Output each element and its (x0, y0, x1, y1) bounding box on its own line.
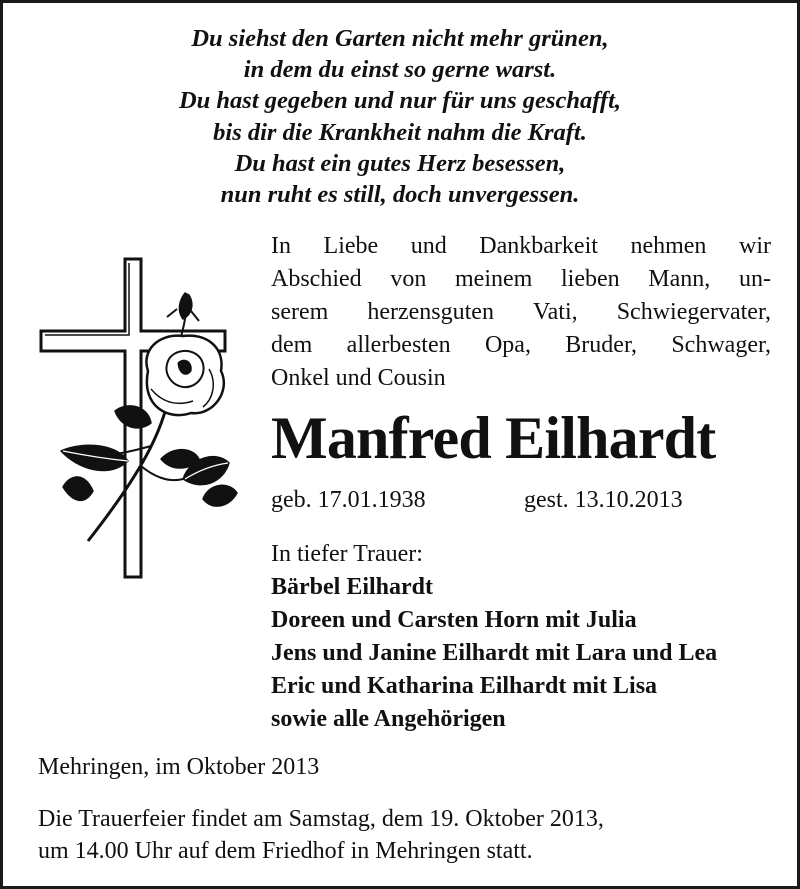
cross-with-rose-icon (33, 251, 273, 586)
intro-word: lieben (560, 266, 620, 292)
intro-word: Vati, (532, 299, 578, 325)
mourners-list (271, 538, 717, 736)
intro-word: wir (738, 233, 771, 259)
intro-word: serem (271, 299, 329, 325)
intro-word: un- (738, 266, 771, 292)
intro-word: Cousin (377, 365, 446, 391)
poem-verse (3, 23, 797, 210)
intro-word: Schwager, (671, 332, 771, 358)
intro-word: und (410, 233, 447, 259)
poem-line: Du hast ein gutes Herz besessen, (234, 149, 566, 177)
intro-word: Schwiegervater, (616, 299, 771, 325)
service-line: um 14.00 Uhr auf dem Friedhof in Mehringen statt. (38, 838, 533, 864)
intro-line (271, 329, 771, 362)
mourners-heading: In tiefer Trauer: (271, 541, 423, 567)
birth-date: geb. 17.01.1938 (271, 487, 426, 513)
intro-word: dem (271, 332, 313, 358)
intro-word: In (271, 233, 291, 259)
intro-word: nehmen (630, 233, 707, 259)
place-and-date: Mehringen, im Oktober 2013 (38, 754, 320, 780)
intro-line (271, 296, 771, 329)
service-line: Die Trauerfeier findet am Samstag, dem 19. Oktober 2013, (38, 806, 604, 832)
intro-word: meinem (455, 266, 533, 292)
mourner-name: Jens und Janine Eilhardt mit Lara und Lea (271, 640, 718, 666)
intro-word: allerbesten (346, 332, 451, 358)
intro-word: Mann, (648, 266, 711, 292)
intro-word: Liebe (323, 233, 379, 259)
intro-word: von (390, 266, 427, 292)
mourner-name: sowie alle Angehörigen (271, 706, 506, 732)
mourner-name: Eric und Katharina Eilhardt mit Lisa (271, 673, 658, 699)
poem-line: nun ruht es still, doch unvergessen. (220, 181, 580, 209)
mourner-name: Doreen und Carsten Horn mit Julia (271, 607, 637, 633)
life-dates (271, 483, 683, 517)
intro-word: herzensguten (367, 299, 494, 325)
poem-line: bis dir die Krankheit nahm die Kraft. (213, 118, 587, 146)
intro-line (271, 263, 771, 296)
intro-word: Onkel (271, 365, 330, 391)
death-date: gest. 13.10.2013 (524, 487, 683, 513)
intro-word: und (335, 365, 372, 391)
poem-line: Du hast gegeben und nur für uns geschafft, (178, 87, 622, 115)
poem-line: Du siehst den Garten nicht mehr grünen, (191, 25, 609, 52)
funeral-service-info (38, 803, 604, 867)
intro-word: Bruder, (565, 332, 637, 358)
intro-line (271, 362, 771, 395)
mourner-name: Bärbel Eilhardt (271, 574, 434, 600)
intro-word: Opa, (484, 332, 531, 358)
poem-line: in dem du einst so gerne warst. (243, 56, 557, 84)
deceased-name: Manfred Eilhardt (271, 405, 716, 471)
intro-text (271, 230, 771, 395)
intro-word: Dankbarkeit (479, 233, 598, 259)
intro-word: Abschied (271, 266, 362, 292)
intro-line (271, 230, 771, 263)
